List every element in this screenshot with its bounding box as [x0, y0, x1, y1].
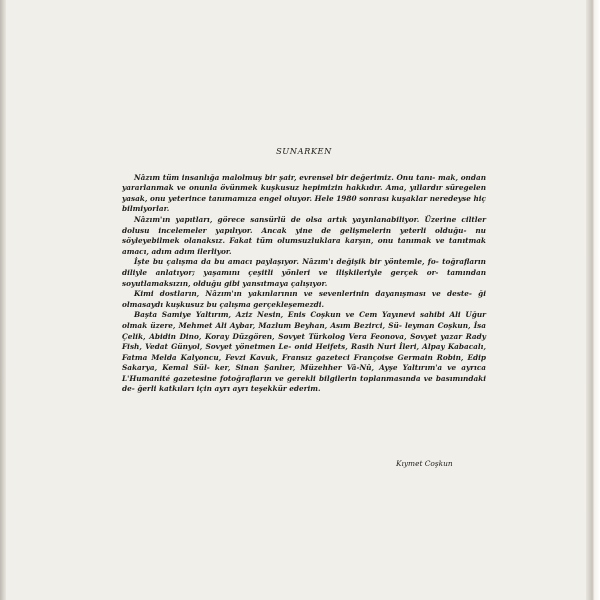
- preface-body: [122, 146, 486, 395]
- preface-paragraph-4: Kimi dostların, Nâzım'ın yakınlarının ve sevenlerinin dayanışması ve deste- ği olmasaydı kuşkusuz bu çalışma gerçekleşemezdi.: [122, 289, 486, 309]
- author-signature: Kıymet Coşkun: [396, 459, 453, 468]
- preface-paragraph-1: Nâzım tüm insanlığa malolmuş bir şair, evrensel bir değerimiz. Onu tanı- mak, ondan yararlanmak ve onunla övünmek kuşkusuz hepimizin hakkıdır. Ama, yıllardır süregelen yasak, onu yeterince tanımamıza engel oluyor. Hele 1980 sonrası kuşaklar neredeyse hiç bilmiyorlar.: [122, 172, 486, 214]
- preface-paragraph-5: Başta Samiye Yaltırım, Aziz Nesin, Enis Coşkun ve Cem Yayınevi sahibi Ali Uğur olmak üzere, Mehmet Ali Aybar, Mazlum Beyhan, Asım Bezirci, Sü- leyman Coşkun, İsa Çelik, Abidin Dino, Koray Düzgören, Sovyet Türkolog Vera Feonova, Sovyet yazar Rady Fish, Vedat Günyol, Sovyet yönetmen Le- onid Heifets, Rasih Nuri İleri, Alpay Kabacalı, Fatma Melda Kalyoncu, Fevzi Kavuk, Fransız gazeteci Françoise Germain Robin, Edip Sakarya, Kemal Sül- ker, Sinan Şanlıer, Müzehher Vâ-Nû, Ayşe Yaltırım'a ve ayrıca L'Humanité gazetesine fotoğrafların ve gerekli bilgilerin toplanmasında ve basımındaki de- ğerli katkıları için ayrı ayrı teşekkür ederim.: [122, 310, 486, 394]
- page-left-edge: [0, 0, 6, 600]
- page-binding-edge: [586, 0, 600, 600]
- preface-paragraph-2: Nâzım'ın yapıtları, görece sansürlü de olsa artık yayınlanabiliyor. Üzerine ciltler dolusu incelemeler yapılıyor. Ancak yine de gelişmelerin yeterli olduğu- nu söyleyebilmek olanaksız. Fakat tüm olumsuzluklara karşın, onu tanımak ve tanıtmak amacı, adım adım ilerliyor.: [122, 214, 486, 256]
- preface-paragraph-3: İşte bu çalışma da bu amacı paylaşıyor. Nâzım'ı değişik bir yöntemle, fo- toğrafların diliyle anlatıyor; yaşamını çeşitli yönleri ve ilişkileriyle gerçek or- tamından soyutlamaksızın, olduğu gibi yansıtmaya çalışıyor.: [122, 257, 486, 288]
- page-title: SUNARKEN: [276, 146, 332, 156]
